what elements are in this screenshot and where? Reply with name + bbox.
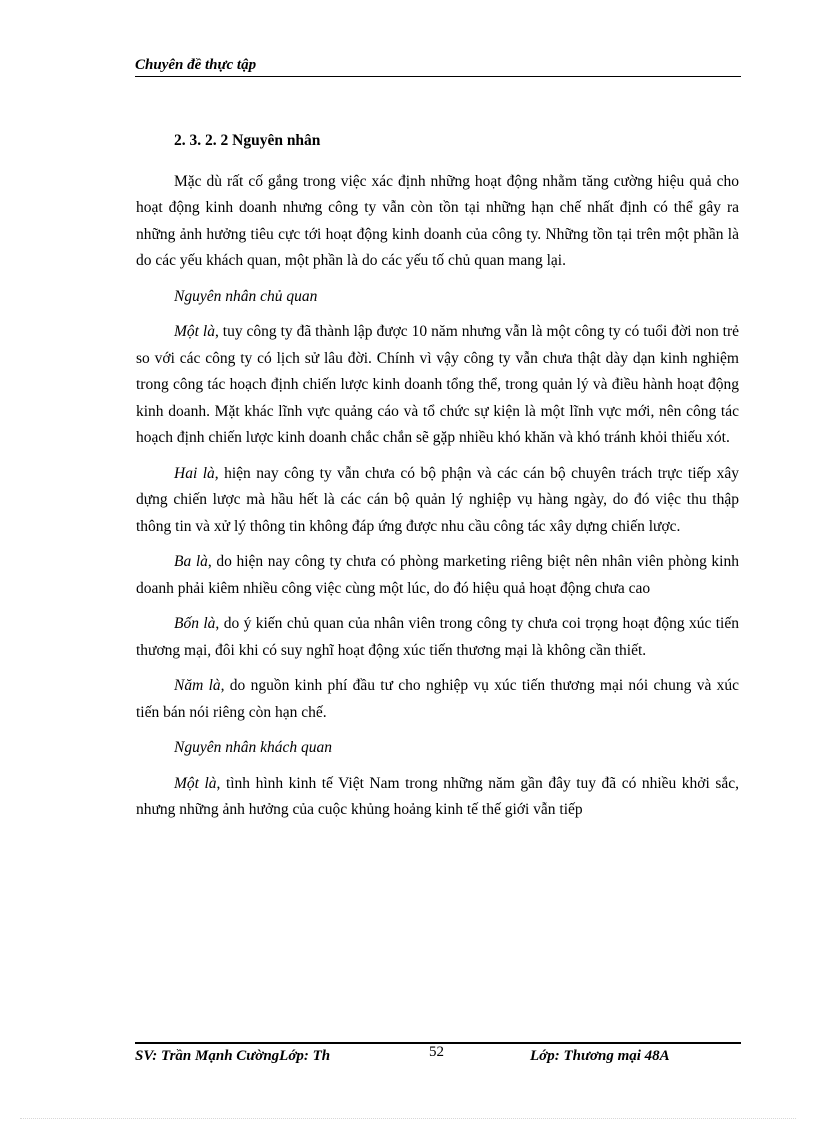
item-lead: Năm là, (174, 677, 225, 694)
item-text: , tình hình kinh tế Việt Nam trong những năm gần đây tuy đã có nhiều khởi sắc, nhưng những ảnh hưởng của cuộc khủng hoảng kinh tế thế giới vẫn tiếp (136, 774, 739, 818)
intro-paragraph: Mặc dù rất cố gắng trong việc xác định những hoạt động nhằm tăng cường hiệu quả cho hoạt động kinh doanh nhưng công ty vẫn còn tồn tại những hạn chế nhất định có thể gây ra những ảnh hưởng tiêu cực tới hoạt động kinh doanh của công ty. Những tồn tại trên một phần là do các yếu khách quan, một phần là do các yếu tố chủ quan mang lại. (136, 172, 739, 269)
page-footer (135, 1042, 741, 1074)
subjective-item-5 (136, 673, 739, 726)
footer-class: Lớp: Thương mại 48A (530, 1048, 670, 1064)
item-lead: Ba là (174, 553, 208, 570)
item-lead: Hai là (174, 464, 215, 482)
footer-student: SV: Trần Mạnh CườngLớp: Th (135, 1048, 331, 1064)
header-title: Chuyên đề thực tập (135, 57, 257, 73)
subjective-item-1 (136, 319, 739, 452)
subjective-item-4 (136, 611, 739, 664)
item-lead: Một là (174, 323, 215, 340)
item-text: , do ý kiến chủ quan của nhân viên trong công ty chưa coi trọng hoạt động xúc tiến thương mại, đôi khi có suy nghĩ hoạt động xúc tiến thương mại là không cần thiết. (136, 615, 739, 659)
item-lead: Bốn là (174, 615, 216, 632)
subjective-heading: Nguyên nhân chủ quan (174, 287, 318, 305)
page-bottom-divider (20, 1118, 796, 1119)
subjective-item-2 (136, 461, 739, 541)
item-text: , hiện nay công ty vẫn chưa có bộ phận và các cán bộ chuyên trách trực tiếp xây dựng chiến lược mà hầu hết là các cán bộ quản lý nghiệp vụ hàng ngày, do đó việc thu thập thông tin và xử lý thông tin không đáp ứng được nhu cầu công tác xây dựng chiến lược. (136, 464, 739, 535)
item-text: , do hiện nay công ty chưa có phòng marketing riêng biệt nên nhân viên phòng kinh doanh phải kiêm nhiều công việc cùng một lúc, do đó hiệu quả hoạt động chưa cao (136, 553, 739, 597)
section-title: 2. 3. 2. 2 Nguyên nhân (174, 132, 321, 149)
subjective-item-3 (136, 549, 739, 602)
objective-heading: Nguyên nhân khách quan (174, 739, 332, 756)
page-header (135, 56, 741, 77)
document-body (136, 128, 739, 833)
item-lead: Một là (174, 774, 217, 792)
page-number: 52 (429, 1044, 444, 1060)
item-text: , tuy công ty đã thành lập được 10 năm nhưng vẫn là một công ty có tuổi đời non trẻ so với các công ty có lịch sử lâu đời. Chính vì vậy công ty vẫn chưa thật dày dạn kinh nghiệm trong công tác hoạch định chiến lược kinh doanh tổng thể, trong quản lý và điều hành hoạt động kinh doanh. Mặt khác lĩnh vực quảng cáo và tổ chức sự kiện là một lĩnh vực mới, nên công tác hoạch định chiến lược kinh doanh chắc chắn sẽ gặp nhiều khó khăn và khó tránh khỏi thiếu xót. (136, 323, 739, 446)
objective-item-1 (136, 771, 739, 824)
item-text: do nguồn kinh phí đầu tư cho nghiệp vụ xúc tiến thương mại nói chung và xúc tiến bán nói riêng còn hạn chế. (136, 677, 739, 721)
